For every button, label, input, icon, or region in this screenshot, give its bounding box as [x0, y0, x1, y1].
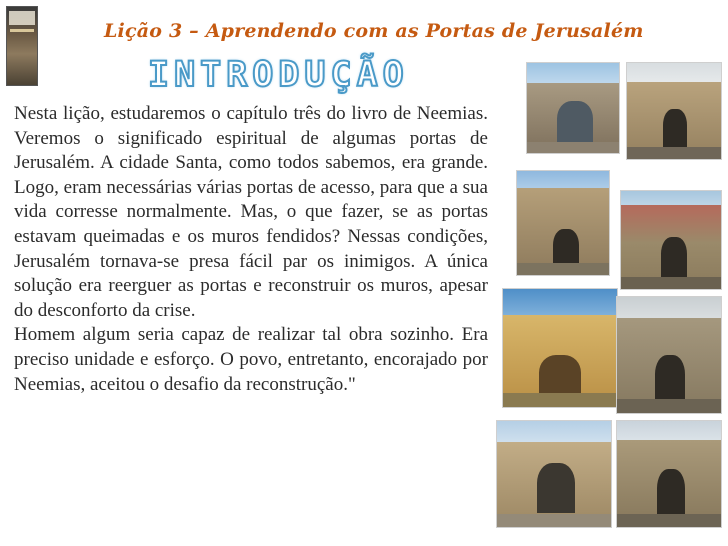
gate-photo-5: [502, 288, 618, 408]
gate-photo-3: [516, 170, 610, 276]
body-text: [14, 102, 488, 397]
gate-photo-4: [620, 190, 722, 290]
gate-photo-1: [526, 62, 620, 154]
magazine-cover-thumbnail: [6, 6, 38, 86]
section-heading: INTRODUÇÃO: [148, 55, 409, 95]
gate-photo-2: [626, 62, 722, 160]
gate-photo-7: [496, 420, 612, 528]
gate-photo-8: [616, 420, 722, 528]
paragraph-2: Homem algum seria capaz de realizar tal obra sozinho. Era preciso unidade e esforço. O povo, entretanto, encorajado por Neemias, aceitou o desafio da reconstrução.": [14, 324, 488, 395]
gate-photo-6: [616, 296, 722, 414]
paragraph-1: Nesta lição, estudaremos o capítulo três do livro de Neemias. Veremos o significado espiritual de algumas portas de Jerusalém. A cidade Santa, como todos sabemos, era grande. Logo, eram necessárias várias portas de acesso, para que a sua vida corresse normalmente. Mas, o que fazer, se as portas estavam queimadas e os muros fendidos? Nessas condições, Jerusalém tornava-se presa fácil par os inimigos. A única solução era reerguer as portas e reconstruir os muros, apesar do desconforto da crise.: [14, 103, 488, 321]
lesson-title: Lição 3 – Aprendendo com as Portas de Jerusalém: [104, 20, 644, 42]
